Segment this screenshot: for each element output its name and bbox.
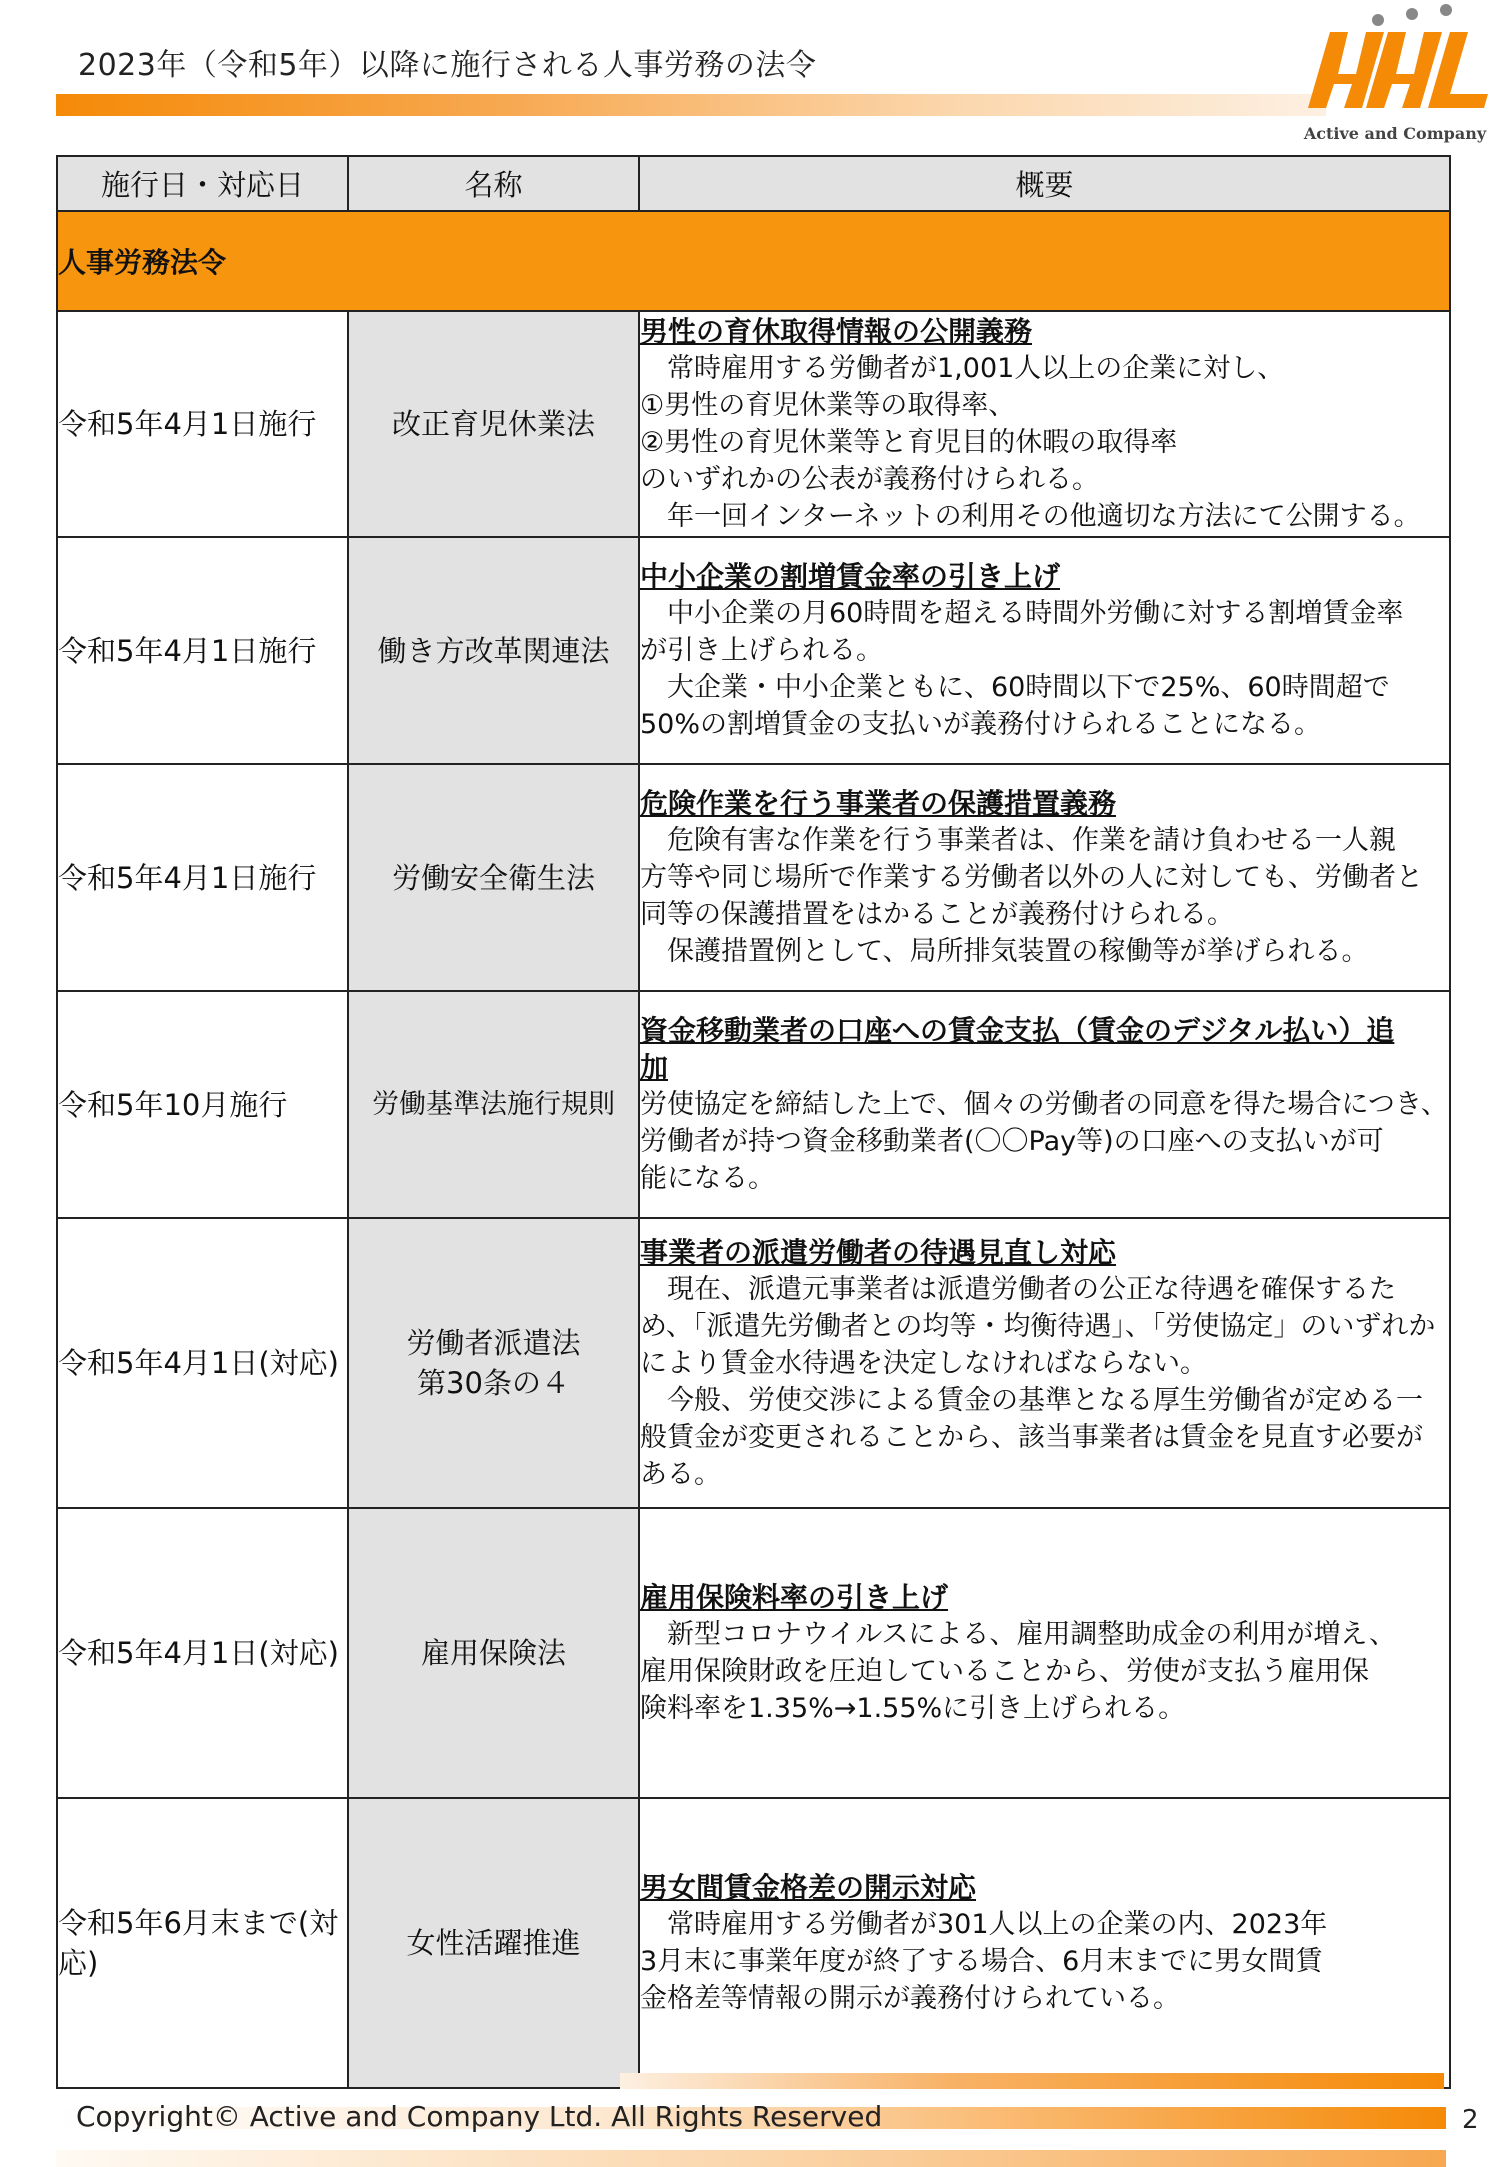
page-number: 2 (1462, 2105, 1479, 2135)
summary-line: 年一回インターネットの利用その他適切な方法にて公開する。 (640, 501, 1421, 532)
copyright-text: Copyright© Active and Company Ltd. All Rights Reserved (76, 2100, 883, 2133)
row-summary (639, 1798, 1450, 2088)
summary-title: 雇用保険料率の引き上げ (640, 1581, 949, 1614)
summary-line: が引き上げられる。 (640, 635, 883, 666)
summary-line: 現在、派遣元事業者は派遣労働者の公正な待遇を確保するた (640, 1273, 1396, 1305)
summary-line: ある。 (640, 1458, 721, 1490)
row-law-name: 改正育児休業法 (348, 311, 639, 537)
row-law-name: 労働基準法施行規則 (348, 991, 639, 1218)
hhc-logo-icon (1300, 4, 1490, 114)
table-header-row (57, 156, 1450, 211)
row-summary (639, 991, 1450, 1218)
summary-line: 労働者が持つ資金移動業者(〇〇Pay等)の口座への支払いが可 (640, 1126, 1384, 1157)
summary-line: 50%の割増賃金の支払いが義務付けられることになる。 (640, 709, 1322, 740)
summary-title: 中小企業の割増賃金率の引き上げ (640, 560, 1061, 593)
summary-line: 保護措置例として、局所排気装置の稼働等が挙げられる。 (640, 936, 1369, 967)
row-date: 令和5年10月施行 (57, 991, 348, 1218)
row-date: 令和5年4月1日施行 (57, 311, 348, 537)
law-name-line: 第30条の４ (417, 1366, 570, 1400)
summary-line: 今般、労使交渉による賃金の基準となる厚生労働省が定める一 (640, 1384, 1423, 1416)
row-law-name: 働き方改革関連法 (348, 537, 639, 764)
summary-line: 方等や同じ場所で作業する労働者以外の人に対しても、労働者と (640, 862, 1423, 893)
summary-line: 3月末に事業年度が終了する場合、6月末までに男女間賃 (640, 1946, 1323, 1977)
table-row (57, 991, 1450, 1218)
row-law-name: 女性活躍推進 (348, 1798, 639, 2088)
column-header-date: 施行日・対応日 (57, 156, 348, 211)
summary-line: 能になる。 (640, 1163, 775, 1194)
summary-line: 常時雇用する労働者が301人以上の企業の内、2023年 (640, 1909, 1328, 1940)
row-summary (639, 1508, 1450, 1798)
row-summary (639, 311, 1450, 537)
summary-line: 労使協定を締結した上で、個々の労働者の同意を得た場合につき、 (640, 1089, 1448, 1120)
summary-title: 男女間賃金格差の開示対応 (640, 1871, 977, 1904)
section-label: 人事労務法令 (57, 211, 1450, 311)
table-row (57, 1508, 1450, 1798)
section-row (57, 211, 1450, 311)
summary-line: ②男性の育児休業等と育児目的休暇の取得率 (640, 427, 1178, 458)
row-date: 令和5年4月1日(対応) (57, 1218, 348, 1508)
page-title: 2023年（令和5年）以降に施行される人事労務の法令 (78, 48, 817, 83)
footer-accent-bar (620, 2073, 1444, 2089)
column-header-name: 名称 (348, 156, 639, 211)
footer-accent-bar (56, 2150, 1446, 2167)
summary-title: 男性の育休取得情報の公開義務 (640, 315, 1033, 348)
law-name-line: 労働者派遣法 (406, 1326, 581, 1360)
row-law-name (348, 1218, 639, 1508)
summary-line: 雇用保険財政を圧迫していることから、労使が支払う雇用保 (640, 1656, 1369, 1687)
table-row (57, 1798, 1450, 2088)
summary-line: 常時雇用する労働者が1,001人以上の企業に対し、 (640, 353, 1285, 384)
summary-line: ①男性の育児休業等の取得率、 (640, 390, 1016, 421)
logo-caption: Active and Company (1303, 124, 1487, 143)
row-date: 令和5年4月1日施行 (57, 764, 348, 991)
header-accent-bar (56, 94, 1326, 116)
table-row (57, 764, 1450, 991)
row-law-name: 労働安全衛生法 (348, 764, 639, 991)
row-law-name: 雇用保険法 (348, 1508, 639, 1798)
summary-line: 険料率を1.35%→1.55%に引き上げられる。 (640, 1693, 1186, 1724)
row-summary (639, 537, 1450, 764)
summary-line: 中小企業の月60時間を超える時間外労働に対する割増賃金率 (640, 598, 1404, 629)
row-summary (639, 764, 1450, 991)
row-date: 令和5年4月1日施行 (57, 537, 348, 764)
table-row (57, 311, 1450, 537)
summary-line: め、「派遣先労働者との均等・均衡待遇」、「労使協定」のいずれか (640, 1310, 1436, 1342)
table-row (57, 1218, 1450, 1508)
summary-line: 同等の保護措置をはかることが義務付けられる。 (640, 899, 1234, 930)
summary-line: 危険有害な作業を行う事業者は、作業を請け負わせる一人親 (640, 825, 1396, 856)
table-row (57, 537, 1450, 764)
summary-title: 資金移動業者の口座への賃金支払（賃金のデジタル払い）追 (640, 1014, 1395, 1047)
summary-line: 般賃金が変更されることから、該当事業者は賃金を見直す必要が (640, 1421, 1423, 1453)
law-table (56, 155, 1451, 2089)
row-date: 令和5年6月末まで(対応) (57, 1798, 348, 2088)
summary-line: 金格差等情報の開示が義務付けられている。 (640, 1983, 1180, 2014)
summary-title: 危険作業を行う事業者の保護措置義務 (640, 787, 1117, 820)
summary-line: 大企業・中小企業ともに、60時間以下で25%、60時間超で (640, 672, 1390, 703)
column-header-summary: 概要 (639, 156, 1450, 211)
row-summary (639, 1218, 1450, 1508)
summary-line: 新型コロナウイルスによる、雇用調整助成金の利用が増え、 (640, 1619, 1396, 1650)
row-date: 令和5年4月1日(対応) (57, 1508, 348, 1798)
summary-title-continued: 加 (640, 1051, 669, 1084)
summary-line: のいずれかの公表が義務付けられる。 (640, 464, 1099, 495)
summary-title: 事業者の派遣労働者の待遇見直し対応 (640, 1235, 1117, 1269)
summary-line: により賃金水待遇を決定しなければならない。 (640, 1347, 1207, 1379)
